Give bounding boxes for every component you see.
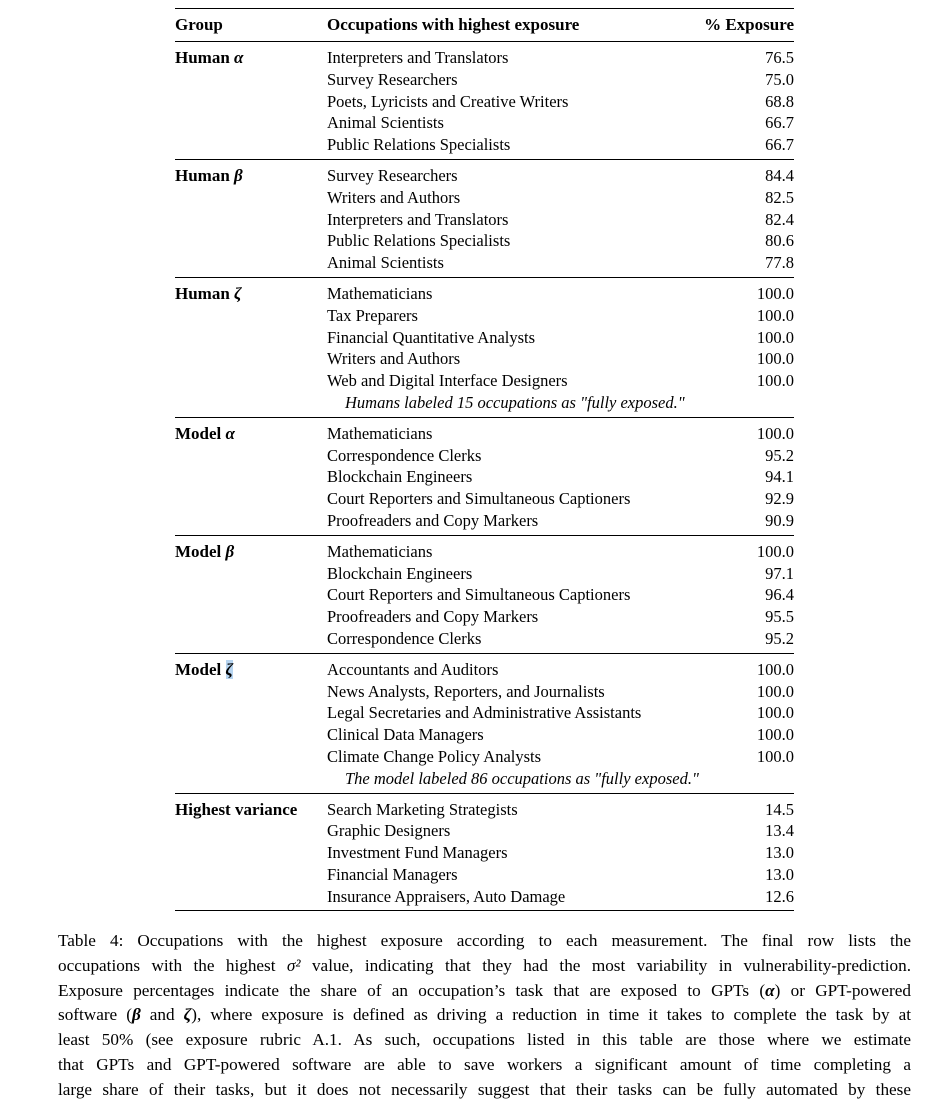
table-header: [175, 9, 794, 41]
caption-text: and: [140, 1005, 184, 1025]
exposure-cell: 75.0: [765, 69, 794, 89]
group-label: [175, 165, 327, 187]
occupation-cell: Accountants and Auditors: [327, 659, 499, 679]
occupation-cell: News Analysts, Reporters, and Journalists: [327, 681, 605, 701]
exposure-cell: 100.0: [756, 349, 794, 369]
exposure-cell: 100.0: [756, 746, 794, 766]
exposure-cell: 100.0: [756, 327, 794, 347]
occupation-cell: Legal Secretaries and Administrative Assistants: [327, 703, 642, 723]
occupation-cell: Interpreters and Translators: [327, 48, 509, 67]
exposure-cell: 100.0: [756, 541, 794, 561]
group-block: [175, 654, 794, 793]
group-rows: [327, 47, 794, 156]
caption-line-1: [58, 929, 911, 954]
table-row: [327, 112, 794, 134]
occupation-cell: Tax Preparers: [327, 305, 418, 325]
group-rows: [327, 165, 794, 274]
occupation-cell: Blockchain Engineers: [327, 467, 473, 487]
exposure-cell: 95.2: [765, 445, 794, 465]
table-row: [327, 47, 794, 69]
beta-symbol: β: [131, 1005, 141, 1025]
group-label: [175, 423, 327, 445]
exposure-cell: 100.0: [756, 371, 794, 391]
occupation-cell: Survey Researchers: [327, 165, 458, 185]
occupation-cell: Mathematicians: [327, 423, 433, 443]
table-row: [327, 628, 794, 650]
table-row: [327, 563, 794, 585]
occupation-cell: Public Relations Specialists: [327, 231, 511, 251]
group-label: [175, 799, 327, 821]
group-block: [175, 536, 794, 653]
group-label: [175, 47, 327, 69]
occupation-cell: Blockchain Engineers: [327, 563, 473, 583]
occupation-cell: Writers and Authors: [327, 349, 461, 369]
table-row: [327, 305, 794, 327]
exposure-cell: 12.6: [765, 886, 794, 906]
exposure-cell: 95.2: [765, 628, 794, 648]
header-exposure: % Exposure: [704, 15, 794, 34]
exposure-cell: 82.4: [765, 209, 794, 229]
caption-text: Table 4: Occupations with the highest exposure according to each measurement. The final row lists the: [58, 931, 911, 950]
occupation-cell: Investment Fund Managers: [327, 843, 508, 863]
exposure-cell: 100.0: [756, 305, 794, 325]
caption-line-2: [58, 954, 911, 979]
caption-text: ) or GPT-powered: [774, 980, 911, 1000]
exposure-cell: 13.0: [765, 864, 794, 884]
group-greek-symbol: ζ: [234, 283, 242, 303]
group-label-text: Human: [175, 283, 230, 303]
occupation-cell: Correspondence Clerks: [327, 445, 482, 465]
table-bottom-rule: [175, 910, 794, 911]
caption-text: Exposure percentages indicate the share of an occupation’s task that are exposed to GPTs (: [58, 980, 766, 1000]
header-occupations: Occupations with highest exposure: [327, 15, 580, 34]
table-row: [327, 681, 794, 703]
header-group: Group: [175, 15, 223, 34]
exposure-cell: 100.0: [756, 659, 794, 679]
table-row: [327, 91, 794, 113]
table-row: [327, 702, 794, 724]
occupation-cell: Clinical Data Managers: [327, 725, 484, 745]
table-row: [327, 659, 794, 681]
exposure-cell: 96.4: [765, 585, 794, 605]
group-greek-symbol: β: [225, 541, 235, 561]
occupation-cell: Writers and Authors: [327, 187, 461, 207]
exposure-cell: 66.7: [765, 135, 794, 155]
group-block: [175, 42, 794, 159]
occupation-cell: Proofreaders and Copy Markers: [327, 607, 539, 627]
caption-text: ), where exposure is defined as driving a reduction in time it takes to complete the task by at: [191, 1005, 911, 1025]
table-row: [327, 466, 794, 488]
occupation-cell: Public Relations Specialists: [327, 135, 511, 155]
group-block: [175, 418, 794, 535]
occupation-cell: Search Marketing Strategists: [327, 799, 518, 819]
group-rows: [327, 541, 794, 650]
caption-text: large share of their tasks, but it does not necessarily suggest that their tasks can be fully automated by these: [58, 1079, 911, 1099]
caption-line-3: [58, 979, 911, 1004]
group-label-text: Model: [175, 659, 222, 679]
caption-line-5: [58, 1028, 911, 1053]
group-label-text: Model: [175, 541, 222, 561]
table-row: [327, 165, 794, 187]
group-note: Humans labeled 15 occupations as "fully exposed.": [345, 392, 685, 412]
exposure-cell: 80.6: [765, 231, 794, 251]
table-row: [327, 820, 794, 842]
group-rows: [327, 423, 794, 532]
table-row: [327, 584, 794, 606]
occupation-cell: Web and Digital Interface Designers: [327, 371, 568, 391]
occupation-cell: Survey Researchers: [327, 69, 458, 89]
group-rows: [327, 659, 794, 790]
table-row: [327, 799, 794, 821]
occupation-cell: Mathematicians: [327, 541, 433, 561]
exposure-cell: 77.8: [765, 253, 794, 273]
occupation-cell: Financial Quantitative Analysts: [327, 327, 536, 347]
exposure-table: [175, 8, 794, 911]
exposure-cell: 13.0: [765, 843, 794, 863]
occupation-cell: Insurance Appraisers, Auto Damage: [327, 886, 566, 906]
caption-text: that GPTs and GPT-powered software are able to save workers a significant amount of time completing a: [58, 1054, 911, 1074]
exposure-cell: 100.0: [756, 703, 794, 723]
caption-text: software (: [58, 1005, 132, 1025]
caption-text: occupations with the highest: [58, 955, 287, 975]
sigma-symbol: σ²: [286, 955, 301, 975]
occupation-cell: Climate Change Policy Analysts: [327, 746, 542, 766]
group-block: [175, 160, 794, 277]
table-row: [327, 886, 794, 908]
group-label: [175, 659, 327, 681]
group-rows: [327, 283, 794, 414]
group-note: The model labeled 86 occupations as "fully exposed.": [345, 768, 699, 788]
zeta-symbol: ζ: [183, 1005, 192, 1025]
exposure-cell: 95.5: [765, 607, 794, 627]
caption-line-7: [58, 1078, 911, 1103]
table-row: [327, 134, 794, 156]
exposure-cell: 100.0: [756, 423, 794, 443]
table-row: [327, 746, 794, 768]
table-row: [327, 541, 794, 563]
table-row: [327, 209, 794, 231]
group-rows: [327, 799, 794, 908]
group-greek-symbol: α: [225, 423, 235, 443]
occupation-cell: Interpreters and Translators: [327, 209, 509, 229]
exposure-cell: 76.5: [765, 48, 794, 67]
table-row: [327, 606, 794, 628]
table-row: [327, 230, 794, 252]
group-label-text: Human: [175, 48, 230, 67]
exposure-cell: 100.0: [756, 681, 794, 701]
group-label-text: Highest variance: [175, 799, 298, 819]
exposure-cell: 90.9: [765, 510, 794, 530]
exposure-cell: 100.0: [756, 283, 794, 303]
exposure-cell: 92.9: [765, 489, 794, 509]
group-greek-symbol: β: [234, 165, 243, 185]
occupation-cell: Court Reporters and Simultaneous Captioners: [327, 489, 631, 509]
group-block: [175, 794, 794, 911]
caption-line-6: [58, 1053, 911, 1078]
table-row: [327, 252, 794, 274]
exposure-cell: 68.8: [765, 91, 794, 111]
occupation-cell: Animal Scientists: [327, 253, 444, 273]
exposure-cell: 100.0: [756, 725, 794, 745]
table-caption: [58, 929, 911, 1103]
exposure-cell: 82.5: [765, 187, 794, 207]
groups-container: [175, 42, 794, 911]
exposure-cell: 94.1: [765, 467, 794, 487]
occupation-cell: Mathematicians: [327, 283, 433, 303]
caption-line-4: [58, 1003, 911, 1028]
occupation-cell: Animal Scientists: [327, 113, 444, 133]
group-block: [175, 278, 794, 417]
group-label: [175, 283, 327, 305]
table-row: [327, 842, 794, 864]
exposure-cell: 13.4: [765, 821, 794, 841]
group-label-text: Model: [175, 423, 222, 443]
table-row: [327, 510, 794, 532]
table-row: [327, 370, 794, 392]
table-row: [327, 283, 794, 305]
occupation-cell: Poets, Lyricists and Creative Writers: [327, 91, 569, 111]
group-greek-symbol: α: [234, 48, 244, 67]
alpha-symbol: α: [765, 980, 775, 1000]
exposure-cell: 84.4: [765, 165, 794, 185]
table-row: [327, 724, 794, 746]
table-row: [327, 423, 794, 445]
table-row: [327, 69, 794, 91]
table-row: [327, 445, 794, 467]
table-row: [327, 488, 794, 510]
occupation-cell: Court Reporters and Simultaneous Captioners: [327, 585, 631, 605]
occupation-cell: Correspondence Clerks: [327, 628, 482, 648]
occupation-cell: Graphic Designers: [327, 821, 451, 841]
table-row: [327, 327, 794, 349]
table-row: [327, 187, 794, 209]
table-row: [327, 348, 794, 370]
table-row: [327, 864, 794, 886]
exposure-cell: 66.7: [765, 113, 794, 133]
caption-text: least 50% (see exposure rubric A.1. As such, occupations listed in this table are those where we estimate: [58, 1030, 911, 1050]
exposure-cell: 14.5: [765, 799, 794, 819]
group-label: [175, 541, 327, 563]
exposure-cell: 97.1: [765, 563, 794, 583]
caption-text: value, indicating that they had the most variability in vulnerability-prediction.: [300, 955, 911, 975]
group-label-text: Human: [175, 165, 230, 185]
occupation-cell: Proofreaders and Copy Markers: [327, 510, 539, 530]
group-greek-symbol: ζ: [225, 659, 234, 679]
occupation-cell: Financial Managers: [327, 864, 458, 884]
